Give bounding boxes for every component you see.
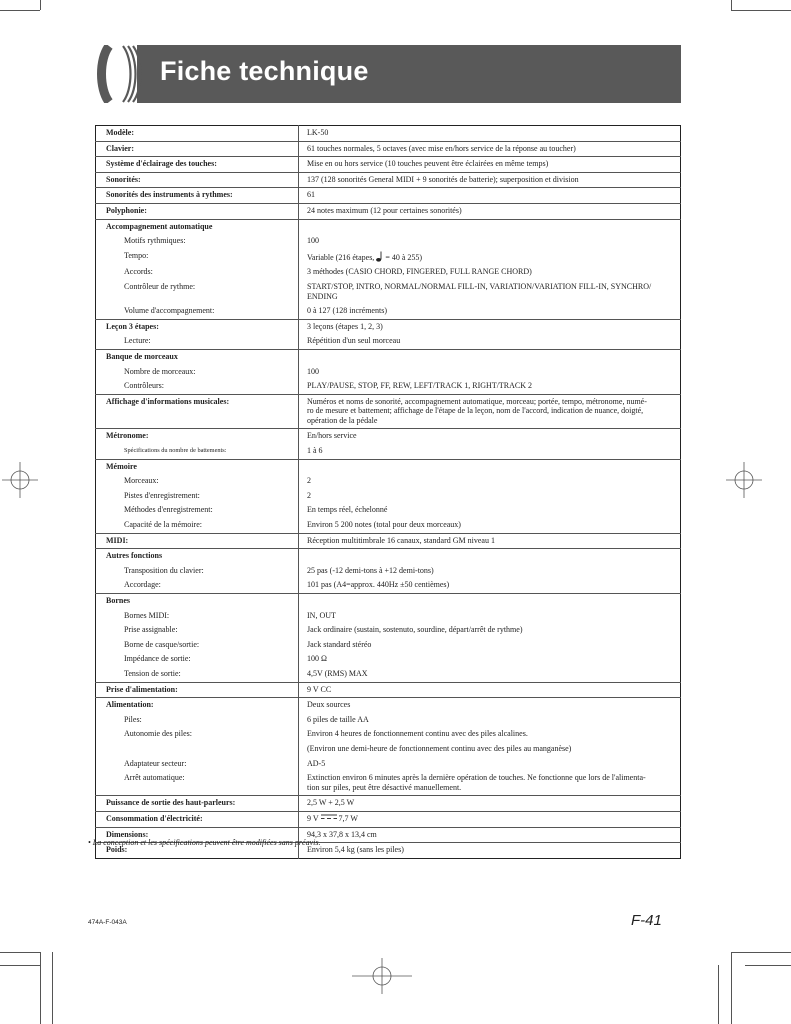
page-title: Fiche technique (160, 56, 369, 86)
spec-row (96, 304, 681, 319)
spec-row (96, 157, 681, 173)
spec-row (96, 394, 681, 429)
spec-row (96, 365, 681, 380)
spec-row (96, 126, 681, 142)
spec-value: IN, OUT (307, 610, 336, 620)
spec-value: Jack standard stéréo (307, 639, 372, 649)
spec-label: Méthodes d'enregistrement: (96, 503, 299, 518)
spec-value: 2 (307, 490, 311, 500)
spec-row (96, 682, 681, 698)
crop-mark (745, 965, 791, 966)
spec-section-heading: Bornes (96, 594, 299, 609)
crop-mark (731, 0, 732, 10)
spec-value: 100 (307, 366, 319, 376)
spec-value (299, 249, 681, 266)
spec-row (96, 652, 681, 667)
spec-row (96, 219, 681, 234)
spec-label: Clavier: (96, 141, 299, 157)
spec-label: Consommation d'électricité: (96, 811, 299, 827)
spec-value (299, 594, 681, 609)
spec-label: Morceaux: (96, 474, 299, 489)
spec-value: 6 piles de taille AA (307, 714, 369, 724)
spec-label: Affichage d'informations musicales: (96, 394, 299, 429)
spec-label: Sonorités des instruments à rythmes: (96, 188, 299, 204)
spec-label: Dimensions: (96, 827, 299, 843)
spec-value: 101 pas (A4=approx. 440Hz ±50 centièmes) (307, 580, 450, 590)
crop-mark (52, 952, 53, 1024)
spec-row (96, 796, 681, 812)
spec-label: Tempo: (96, 249, 299, 266)
spec-value: START/STOP, INTRO, NORMAL/NORMAL FILL-IN, VARIATION/VARIATION FILL-IN, SYNCHRO/ ENDING (307, 281, 652, 301)
spec-label: Autonomie des piles: (96, 727, 299, 742)
spec-value: Environ 5 200 notes (total pour deux morceaux) (307, 520, 461, 530)
spec-label: Sonorités: (96, 172, 299, 188)
spec-value: 61 (299, 188, 681, 204)
spec-row (96, 249, 681, 266)
spec-row (96, 474, 681, 489)
spec-label (96, 742, 299, 757)
power-text-before: 9 V (307, 813, 321, 823)
crop-mark (0, 10, 40, 11)
spec-value (299, 459, 681, 474)
spec-label: Système d'éclairage des touches: (96, 157, 299, 173)
spec-row (96, 564, 681, 579)
spec-label: Bornes MIDI: (96, 609, 299, 624)
registration-mark-right (726, 462, 762, 498)
spec-value: 1 à 6 (307, 446, 323, 456)
spec-value: 94,3 x 37,8 x 13,4 cm (299, 827, 681, 843)
spec-label: Alimentation: (96, 698, 299, 713)
spec-value: Jack ordinaire (sustain, sostenuto, sourdine, départ/arrêt de rythme) (307, 625, 523, 635)
spec-row (96, 638, 681, 653)
spec-row (96, 609, 681, 624)
spec-row (96, 349, 681, 364)
spec-label: Arrêt automatique: (96, 771, 299, 796)
spec-value (299, 549, 681, 564)
spec-value: Réception multitimbrale 16 canaux, standard GM niveau 1 (299, 533, 681, 549)
spec-value: En temps réel, échelonné (307, 505, 388, 515)
tempo-text-before: Variable (216 étapes, (307, 252, 377, 262)
spec-label: Prise d'alimentation: (96, 682, 299, 698)
spec-row (96, 172, 681, 188)
spec-label: Modèle: (96, 126, 299, 142)
tempo-text-after: = 40 à 255) (383, 252, 423, 262)
spec-value: Extinction environ 6 minutes après la dernière opération de touches. Ne fonctionne que lors de l'alimenta- tion sur piles, peut être désactivé manuellement. (307, 773, 646, 792)
spec-value: 25 pas (-12 demi-tons à +12 demi-tons) (307, 565, 434, 575)
crop-mark (40, 952, 41, 1024)
crop-mark (0, 952, 40, 953)
spec-value: Répétition d'un seul morceau (307, 336, 401, 346)
spec-row (96, 727, 681, 742)
spec-row (96, 188, 681, 204)
spec-value: 24 notes maximum (12 pour certaines sonorités) (299, 203, 681, 219)
spec-label: Tension de sortie: (96, 667, 299, 682)
spec-row (96, 444, 681, 459)
spec-row (96, 265, 681, 280)
spec-row (96, 549, 681, 564)
footnote: • La conception et les spécifications peuvent être modifiées sans préavis. (88, 838, 321, 847)
spec-value: 61 touches normales, 5 octaves (avec mise en/hors service de la réponse au toucher) (299, 141, 681, 157)
spec-label: Adaptateur secteur: (96, 757, 299, 772)
dc-symbol-icon (321, 814, 337, 820)
spec-row (96, 623, 681, 638)
document-code: 474A-F-043A (88, 919, 127, 926)
spec-label: Puissance de sortie des haut-parleurs: (96, 796, 299, 812)
spec-label: Pistes d'enregistrement: (96, 489, 299, 504)
spec-value: Mise en ou hors service (10 touches peuvent être éclairées en même temps) (299, 157, 681, 173)
spec-label: Accords: (96, 265, 299, 280)
spec-label: Polyphonie: (96, 203, 299, 219)
spec-row (96, 319, 681, 334)
spec-section-heading: Banque de morceaux (96, 349, 299, 364)
spec-label: Métronome: (96, 429, 299, 444)
spec-label: Accordage: (96, 578, 299, 593)
spec-row (96, 459, 681, 474)
spec-row (96, 771, 681, 796)
spec-row (96, 742, 681, 757)
spec-label: Motifs rythmiques: (96, 234, 299, 249)
spec-value: 3 méthodes (CASIO CHORD, FINGERED, FULL RANGE CHORD) (307, 267, 532, 277)
spec-label: Capacité de la mémoire: (96, 518, 299, 533)
spec-row (96, 234, 681, 249)
spec-row (96, 141, 681, 157)
spec-row (96, 203, 681, 219)
spec-value: 2,5 W + 2,5 W (299, 796, 681, 812)
spec-label: Poids: (96, 843, 299, 859)
spec-label: Piles: (96, 713, 299, 728)
spec-row (96, 429, 681, 444)
spec-value: 9 V CC (299, 682, 681, 698)
spec-value (299, 219, 681, 234)
spec-value: AD-5 (307, 758, 326, 768)
registration-mark-left (2, 462, 38, 498)
spec-value: Numéros et noms de sonorité, accompagnement automatique, morceau; portée, tempo, métronome, numé- ro de mesure et battement; affichage de l'étape de la leçon, nom de l'accord, indication de nuance, doigté, opération de la pédale (299, 394, 681, 429)
spec-row (96, 757, 681, 772)
spec-value: 100 Ω (307, 654, 327, 664)
spec-row (96, 489, 681, 504)
spec-label: Contrôleur de rythme: (96, 280, 299, 304)
spec-value: 0 à 127 (128 incréments) (307, 306, 387, 316)
spec-row (96, 379, 681, 394)
spec-label: Impédance de sortie: (96, 652, 299, 667)
spec-label: Nombre de morceaux: (96, 365, 299, 380)
spec-row (96, 280, 681, 304)
spec-value: 100 (307, 236, 319, 246)
spec-value (299, 349, 681, 364)
spec-value: Environ 5,4 kg (sans les piles) (299, 843, 681, 859)
registration-mark-bottom (352, 958, 412, 994)
spec-section-heading: Accompagnement automatique (96, 219, 299, 234)
spec-value: En/hors service (299, 429, 681, 444)
spec-value: PLAY/PAUSE, STOP, FF, REW, LEFT/TRACK 1, RIGHT/TRACK 2 (307, 381, 533, 391)
spec-row (96, 518, 681, 533)
spec-row (96, 713, 681, 728)
spec-label: Transposition du clavier: (96, 564, 299, 579)
spec-table (95, 125, 681, 859)
spec-label: MIDI: (96, 533, 299, 549)
spec-value: Environ 4 heures de fonctionnement continu avec des piles alcalines. (307, 729, 528, 739)
spec-value: Deux sources (299, 698, 681, 713)
spec-label: Contrôleurs: (96, 379, 299, 394)
crop-mark (731, 952, 732, 1024)
spec-value (299, 811, 681, 827)
page-number: F-41 (631, 912, 662, 929)
spec-value: 4,5V (RMS) MAX (307, 668, 368, 678)
spec-section-heading: Mémoire (96, 459, 299, 474)
spec-label: Prise assignable: (96, 623, 299, 638)
crop-mark (0, 965, 40, 966)
bracket-decoration (95, 45, 155, 103)
spec-row (96, 667, 681, 682)
spec-label: Volume d'accompagnement: (96, 304, 299, 319)
spec-value: LK-50 (307, 128, 329, 137)
crop-mark (731, 10, 791, 11)
spec-row (96, 811, 681, 827)
spec-value: 2 (307, 476, 311, 486)
spec-row (96, 533, 681, 549)
crop-mark (718, 965, 719, 1024)
spec-value: (Environ une demi-heure de fonctionnement continu avec des piles au manganèse) (307, 743, 572, 753)
spec-row (96, 503, 681, 518)
spec-row (96, 334, 681, 349)
spec-label: Lecture: (96, 334, 299, 349)
spec-section-heading: Autres fonctions (96, 549, 299, 564)
spec-row (96, 578, 681, 593)
spec-label: Spécifications du nombre de battements: (96, 444, 299, 459)
crop-mark (40, 0, 41, 10)
crop-mark (731, 952, 791, 953)
spec-row (96, 594, 681, 609)
spec-value: 137 (128 sonorités General MIDI + 9 sonorités de batterie); superposition et division (299, 172, 681, 188)
spec-label: Borne de casque/sortie: (96, 638, 299, 653)
spec-value: 3 leçons (étapes 1, 2, 3) (299, 319, 681, 334)
spec-label: Leçon 3 étapes: (96, 319, 299, 334)
power-text-after: 7,7 W (336, 813, 358, 823)
spec-row (96, 698, 681, 713)
